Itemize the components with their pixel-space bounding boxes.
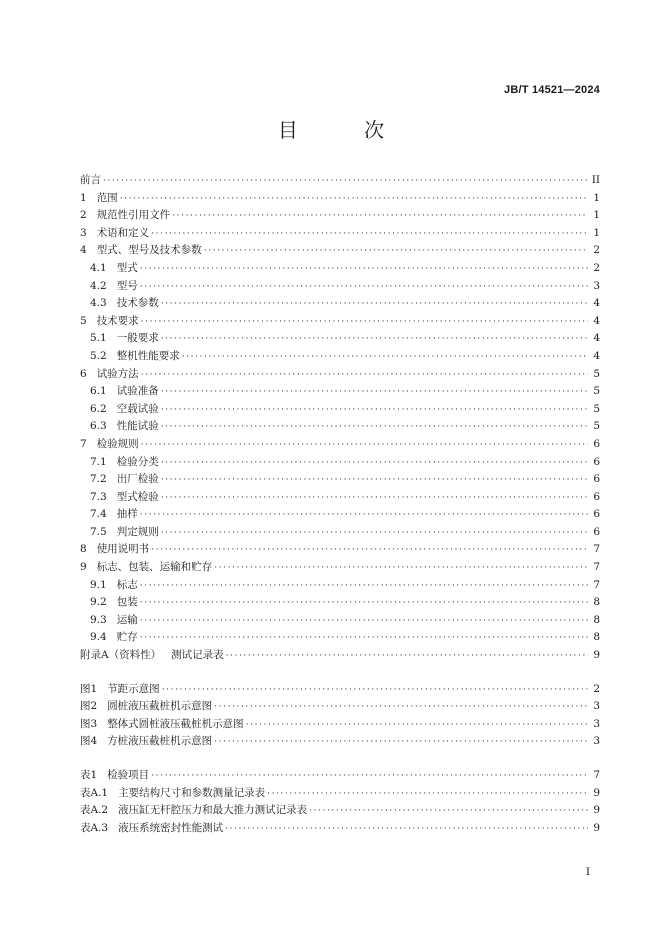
toc-entry[interactable] [80, 820, 600, 838]
toc-entry-label: 主要结构尺寸和参数测量记录表 [118, 786, 266, 799]
toc-entry[interactable] [80, 225, 600, 243]
dot-leader [182, 348, 588, 366]
toc-entry[interactable] [80, 733, 600, 751]
toc-entry-label: 包装 [116, 596, 138, 609]
toc-entry-number: 5.1 [90, 332, 107, 345]
dot-leader [226, 647, 588, 665]
toc-entry[interactable] [80, 260, 600, 278]
dot-leader [214, 559, 588, 577]
toc-entry-page: 3 [593, 700, 600, 713]
dot-leader [225, 820, 588, 838]
toc-figures [80, 681, 600, 751]
toc-entry[interactable] [80, 295, 600, 313]
toc-entry-page: 4 [593, 332, 600, 345]
toc-entry-number: 表1 [80, 769, 98, 781]
dot-leader [151, 541, 588, 559]
dot-leader [214, 733, 588, 751]
toc-entry-label: 判定规则 [116, 525, 159, 538]
toc-entry-page: 8 [593, 596, 600, 609]
toc-entry-label: 规范性引用文件 [96, 209, 171, 222]
toc-entry-number: 3 [80, 226, 87, 239]
toc-entry[interactable] [80, 506, 600, 524]
toc-entry-label: 整机性能要求 [116, 349, 180, 362]
toc-entry[interactable] [80, 401, 600, 419]
toc-entry-number: 表A.1 [80, 786, 109, 799]
toc-entry-label: 节距示意图 [107, 682, 160, 695]
toc-entry-number: 图4 [80, 735, 98, 748]
toc-entry-page: 1 [593, 209, 600, 222]
dot-leader [246, 716, 588, 734]
toc-entry[interactable] [80, 313, 600, 331]
dot-leader [151, 225, 588, 243]
dot-leader [309, 802, 588, 820]
toc-entry-number: 表A.2 [80, 804, 109, 817]
dot-leader [267, 785, 588, 803]
toc-entry-page: 3 [593, 717, 600, 730]
toc-entry-number: 7.4 [90, 508, 107, 521]
toc-entry-label: 液压系统密封性能测试 [118, 821, 224, 834]
toc-entry-number: 4.2 [90, 279, 107, 292]
toc-entry[interactable] [80, 785, 600, 803]
toc-entry-label: 范围 [96, 191, 118, 204]
toc-entry-number: 7.2 [90, 473, 107, 486]
toc-entry[interactable] [80, 278, 600, 296]
dot-leader [140, 629, 588, 647]
toc-entry[interactable] [80, 698, 600, 716]
toc-entry-label: 型式检验 [116, 490, 159, 503]
toc-entry-number: 7.3 [90, 490, 107, 503]
toc-entry-page: 2 [593, 244, 600, 257]
toc-entry-label: 一般要求 [116, 332, 159, 345]
toc-entry-number: 6.3 [90, 420, 107, 433]
toc-entry[interactable] [80, 681, 600, 699]
toc-gap [80, 665, 600, 681]
toc-entry-label: 检验规则 [96, 437, 139, 450]
toc-entry[interactable] [80, 594, 600, 612]
toc-sections [80, 172, 600, 665]
toc-entry[interactable] [80, 366, 600, 384]
toc-entry-page: 4 [593, 297, 600, 310]
toc-entry-page: 2 [593, 682, 600, 695]
dot-leader [161, 489, 588, 507]
toc-entry-page: II [591, 174, 600, 186]
dot-leader [214, 698, 588, 716]
toc-entry-label: 液压缸无杆腔压力和最大推力测试记录表 [118, 804, 308, 817]
toc-entry-number: 7.1 [90, 455, 107, 468]
toc-entry[interactable] [80, 577, 600, 595]
toc-entry-number: 7.5 [90, 525, 107, 538]
toc-entry-label: 圆桩液压截桩机示意图 [107, 700, 213, 713]
page-number: I [585, 866, 590, 878]
toc-entry-page: 4 [593, 349, 600, 362]
dot-leader [140, 577, 588, 595]
toc-entry-label: 技术参数 [116, 297, 159, 310]
toc-entry-label: 贮存 [116, 631, 138, 644]
dot-leader [140, 506, 588, 524]
toc-entry-number: 附录A（资料性） [80, 649, 162, 662]
dot-leader [172, 207, 588, 225]
dot-leader [204, 242, 588, 260]
toc-entry-page: 1 [593, 226, 600, 239]
toc-entry-number: 4 [80, 244, 87, 257]
dot-leader [140, 260, 588, 278]
toc-entry-label: 运输 [116, 613, 138, 626]
toc-entry-label: 型号 [116, 279, 138, 292]
toc-entry-page: 4 [593, 314, 600, 327]
toc-entry-page: 5 [593, 367, 600, 380]
dot-leader [120, 190, 588, 208]
toc-entry-page: 6 [593, 508, 600, 521]
toc-entry-number: 5 [80, 314, 87, 327]
toc-entry-number: 6.2 [90, 402, 107, 415]
dot-leader [161, 401, 588, 419]
dot-leader [161, 454, 588, 472]
toc-entry[interactable] [80, 559, 600, 577]
toc-entry-page: 2 [593, 261, 600, 274]
toc-entry-label: 技术要求 [96, 314, 139, 327]
dot-leader [161, 524, 588, 542]
toc-entry-page: 6 [593, 437, 600, 450]
dot-leader [161, 295, 588, 313]
toc-entry[interactable] [80, 471, 600, 489]
toc-entry-number: 9 [80, 561, 87, 574]
dot-leader [141, 436, 588, 454]
toc-entry[interactable] [80, 716, 600, 734]
toc-entry-number: 表A.3 [80, 821, 109, 834]
toc-entry[interactable] [80, 242, 600, 260]
toc-entry[interactable] [80, 524, 600, 542]
toc-entry-number: 7 [80, 437, 87, 450]
toc-entry[interactable] [80, 767, 600, 785]
dot-leader [103, 172, 588, 190]
dot-leader [140, 612, 588, 630]
toc-entry-label: 方桩液压截桩机示意图 [107, 735, 213, 748]
toc-entry-page: 8 [593, 631, 600, 644]
toc-entry-page: 7 [593, 561, 600, 574]
toc-entry-number: 1 [80, 191, 87, 204]
toc-entry-label: 使用说明书 [96, 543, 150, 556]
toc-entry-page: 3 [593, 279, 600, 292]
toc-entry-label: 试验准备 [116, 385, 159, 398]
dot-leader [141, 366, 588, 384]
toc-entry-page: 5 [593, 385, 600, 398]
toc-entry-number: 4.3 [90, 297, 107, 310]
toc-entry[interactable] [80, 629, 600, 647]
toc-entry-label: 标志、包装、运输和贮存 [96, 561, 213, 574]
toc-entry-page: 7 [593, 543, 600, 556]
toc-entry-number: 2 [80, 209, 87, 222]
dot-leader [161, 471, 588, 489]
toc-entry-label: 术语和定义 [96, 226, 150, 239]
toc-entry-label: 型式 [116, 261, 138, 274]
toc-entry[interactable] [80, 348, 600, 366]
toc-entry[interactable] [80, 207, 600, 225]
toc-tables [80, 767, 600, 837]
toc-entry-page: 7 [593, 769, 600, 781]
toc-entry-page: 6 [593, 455, 600, 468]
dot-leader [151, 767, 588, 785]
toc-entry-page: 9 [593, 786, 600, 799]
toc-entry-page: 5 [593, 402, 600, 415]
toc-entry[interactable] [80, 172, 600, 190]
page-title: 目 次 [277, 118, 415, 142]
toc-entry-page: 9 [593, 804, 600, 817]
toc-entry-page: 7 [593, 578, 600, 591]
toc-entry[interactable] [80, 190, 600, 208]
dot-leader [162, 681, 588, 699]
toc-entry-number: 9.2 [90, 596, 107, 609]
toc-entry-page: 6 [593, 525, 600, 538]
toc-entry-page: 9 [593, 649, 600, 662]
toc-entry-label: 性能试验 [116, 420, 159, 433]
toc-entry-label: 抽样 [116, 508, 138, 521]
toc-entry-label: 整体式圆桩液压截桩机示意图 [107, 717, 244, 730]
toc-entry-page: 9 [593, 821, 600, 834]
toc-entry[interactable] [80, 612, 600, 630]
dot-leader [161, 330, 588, 348]
dot-leader [161, 383, 588, 401]
toc-entry-label: 标志 [116, 578, 138, 591]
toc-entry-page: 8 [593, 613, 600, 626]
toc-entry[interactable] [80, 541, 600, 559]
toc-entry-label: 试验方法 [96, 367, 139, 380]
toc-entry-number: 9.3 [90, 613, 107, 626]
toc-entry-number: 图2 [80, 700, 98, 713]
document-code: JB/T 14521—2024 [504, 84, 600, 96]
toc-entry[interactable] [80, 489, 600, 507]
toc-entry[interactable] [80, 330, 600, 348]
toc-entry-label: 空载试验 [116, 402, 159, 415]
toc-entry[interactable] [80, 383, 600, 401]
toc-entry-page: 6 [593, 473, 600, 486]
toc-entry-number: 6.1 [90, 385, 107, 398]
toc-entry-number: 图3 [80, 717, 98, 730]
toc-entry[interactable] [80, 436, 600, 454]
toc-entry-page: 6 [593, 490, 600, 503]
toc-entry-number: 9.1 [90, 578, 107, 591]
toc-entry-number: 8 [80, 543, 87, 556]
dot-leader [140, 594, 588, 612]
toc-entry[interactable] [80, 802, 600, 820]
toc-entry-label: 检验分类 [116, 455, 159, 468]
toc-entry-number: 6 [80, 367, 87, 380]
toc-gap [80, 751, 600, 767]
toc-entry[interactable] [80, 454, 600, 472]
toc-entry-number: 9.4 [90, 631, 107, 644]
toc-entry-number: 5.2 [90, 349, 107, 362]
toc-entry-page: 5 [593, 420, 600, 433]
table-of-contents [80, 172, 600, 837]
toc-entry[interactable] [80, 647, 600, 665]
toc-entry-label: 检验项目 [107, 769, 150, 781]
toc-entry-number: 图1 [80, 682, 98, 695]
toc-entry[interactable] [80, 418, 600, 436]
toc-entry-page: 1 [593, 191, 600, 204]
dot-leader [161, 418, 588, 436]
toc-entry-number: 4.1 [90, 261, 107, 274]
toc-entry-page: 3 [593, 735, 600, 748]
toc-entry-label: 前言 [80, 174, 101, 186]
toc-entry-label: 测试记录表 [171, 649, 224, 662]
toc-entry-label: 型式、型号及技术参数 [96, 244, 202, 257]
dot-leader [140, 278, 588, 296]
dot-leader [141, 313, 588, 331]
toc-entry-label: 出厂检验 [116, 473, 159, 486]
